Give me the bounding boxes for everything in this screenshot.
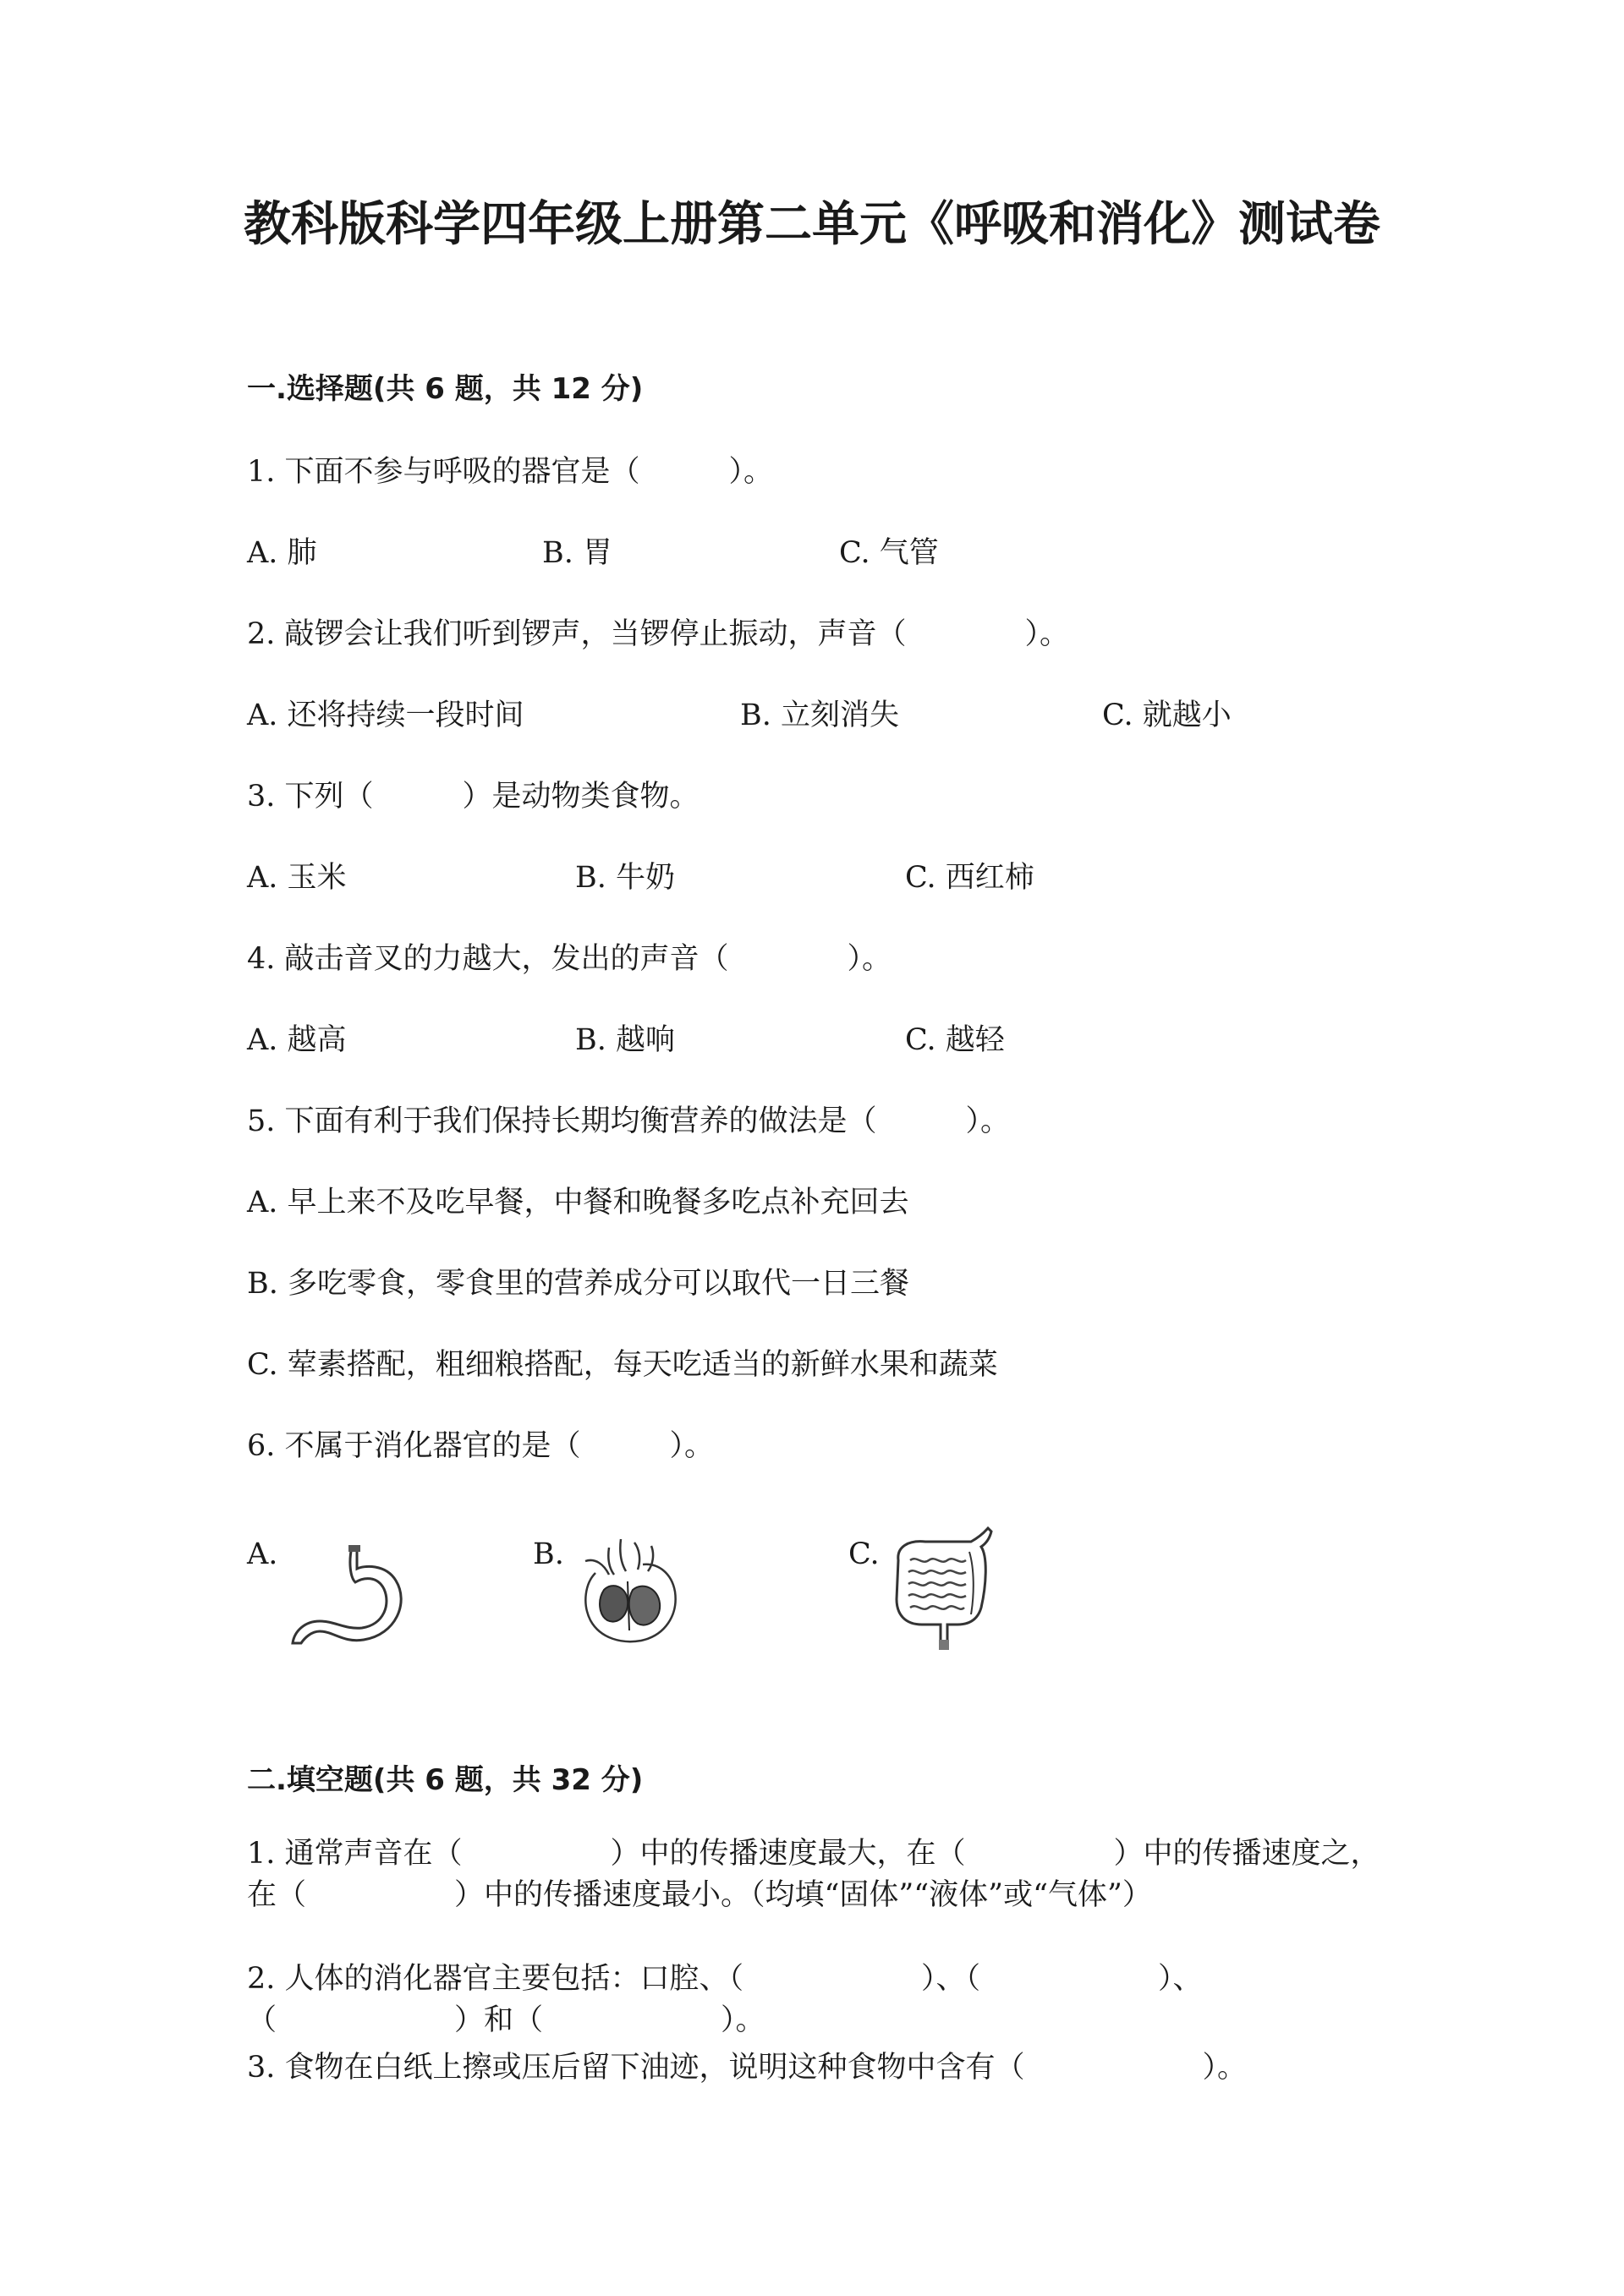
fill-question-3: 3. 食物在白纸上擦或压后留下油迹，说明这种食物中含有（ ）。 — [247, 2051, 1248, 2085]
stomach-illustration — [286, 1543, 413, 1649]
section-heading-fill: 二.填空题(共 6 题，共 32 分) — [247, 1763, 644, 1797]
option-4c: C. 越轻 — [905, 1023, 1005, 1057]
option-5a: A. 早上来不及吃早餐，中餐和晚餐多吃点补充回去 — [247, 1186, 909, 1219]
option-6c: C. — [848, 1537, 880, 1571]
exam-title: 教科版科学四年级上册第二单元《呼吸和消化》测试卷 — [244, 197, 1380, 252]
option-5b: B. 多吃零食，零食里的营养成分可以取代一日三餐 — [247, 1267, 909, 1301]
option-6b: B. — [533, 1537, 564, 1571]
question-6: 6. 不属于消化器官的是（ ）。 — [247, 1429, 715, 1463]
option-2a: A. 还将持续一段时间 — [247, 699, 524, 732]
fill-question-2: 2. 人体的消化器官主要包括：口腔、（ ）、（ ）、（ ）和（ ）。 — [247, 1962, 1203, 2037]
option-3a: A. 玉米 — [247, 861, 347, 895]
option-1c: C. 气管 — [839, 536, 939, 570]
question-5: 5. 下面有利于我们保持长期均衡营养的做法是（ ）。 — [247, 1104, 1011, 1138]
section-heading-choice: 一.选择题(共 6 题，共 12 分) — [247, 372, 644, 406]
option-4a: A. 越高 — [247, 1023, 347, 1057]
option-3b: B. 牛奶 — [575, 861, 675, 895]
option-4b: B. 越响 — [575, 1023, 675, 1057]
option-5c: C. 荤素搭配，粗细粮搭配，每天吃适当的新鲜水果和蔬菜 — [247, 1348, 998, 1382]
fill-question-1: 1. 通常声音在（ ）中的传播速度最大，在（ ）中的传播速度之，在（ ）中的传播速度最小。（均填“固体”“液体”或“气体”） — [247, 1837, 1380, 1912]
option-2c: C. 就越小 — [1102, 699, 1232, 732]
heart-illustration — [570, 1531, 689, 1649]
option-2b: B. 立刻消失 — [740, 699, 899, 732]
option-1b: B. 胃 — [542, 536, 612, 570]
option-3c: C. 西红柿 — [905, 861, 1034, 895]
option-1a: A. 肺 — [247, 536, 317, 570]
question-3: 3. 下列（ ）是动物类食物。 — [247, 780, 700, 814]
question-2: 2. 敲锣会让我们听到锣声，当锣停止振动，声音（ ）。 — [247, 617, 1070, 651]
intestine-illustration — [888, 1526, 998, 1658]
question-1: 1. 下面不参与呼吸的器官是（ ）。 — [247, 455, 774, 489]
option-6a: A. — [247, 1537, 278, 1571]
question-4: 4. 敲击音叉的力越大，发出的声音（ ）。 — [247, 942, 892, 976]
